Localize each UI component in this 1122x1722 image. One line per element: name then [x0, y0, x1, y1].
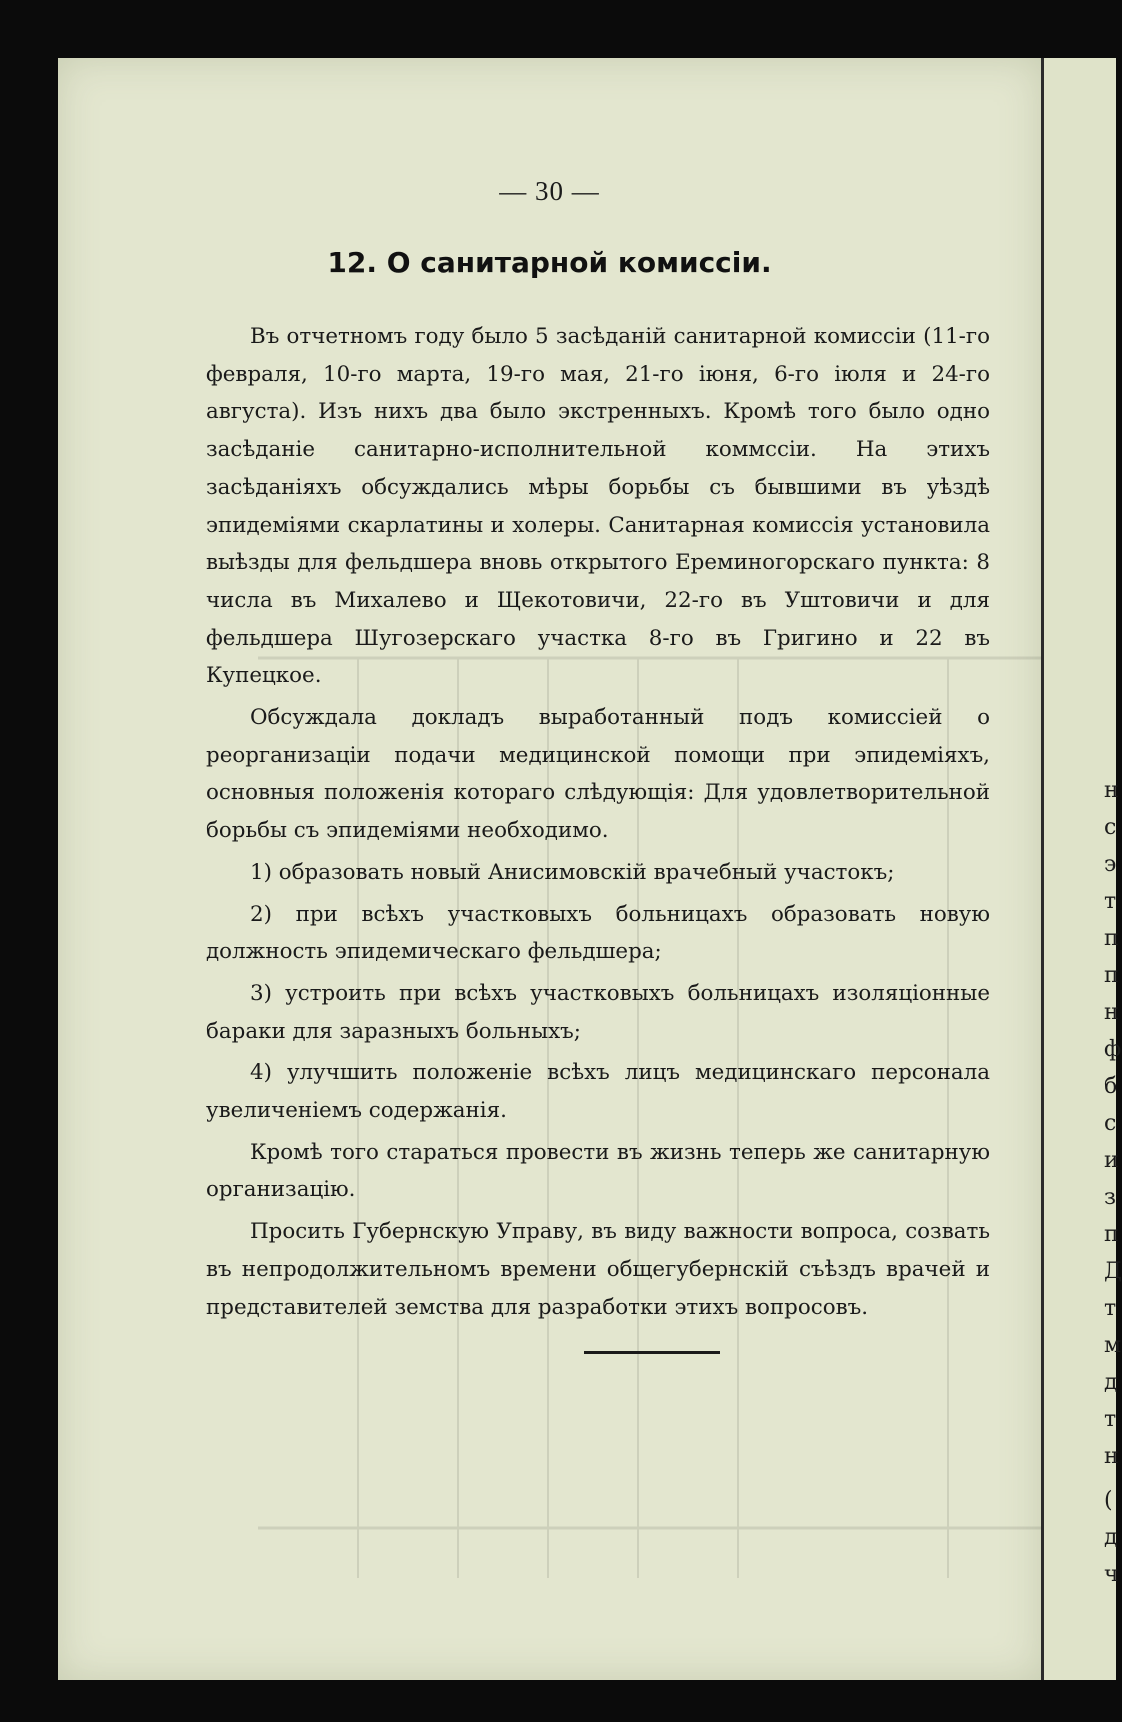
adjacent-page-letter: п	[1104, 1222, 1119, 1247]
adjacent-page-letter: м	[1104, 1333, 1122, 1358]
paragraph: Кромѣ того стараться провести въ жизнь теперь же санитарную организацію.	[206, 1139, 990, 1203]
adjacent-page-letter: с	[1104, 1111, 1117, 1136]
adjacent-page-letter: з	[1104, 1185, 1116, 1210]
adjacent-page-letter: (	[1104, 1488, 1113, 1513]
adjacent-page-letter: Д	[1104, 1259, 1122, 1284]
paragraph: Просить Губернскую Управу, въ виду важности вопроса, созвать въ непродолжительномъ времени общегубернскій съѣздъ врачей и представителей земства для разработки этихъ вопросовъ.	[206, 1219, 990, 1320]
adjacent-page-letter: б	[1104, 1074, 1118, 1099]
book-page	[58, 58, 1041, 1680]
list-item: 1) образовать новый Анисимовскій врачебный участокъ;	[250, 859, 895, 885]
adjacent-page-letter: и	[1104, 1148, 1119, 1173]
paragraph: Въ отчетномъ году было 5 засѣданій санитарной комиссіи (11-го февраля, 10-го марта, 19-го мая, 21-го іюня, 6-го іюля и 24-го августа). Изъ нихъ два было экстренныхъ. Кромѣ того было одно засѣданіе санитарно-исполнительной коммссіи. На этихъ засѣданіяхъ обсуждались мѣры борьбы съ бывшими въ уѣздѣ эпидеміями скарлатины и холеры. Санитарная комиссія установила выѣзды для фельдшера вновь открытого Ереминогорскаго пункта: 8 числа въ Михалево и Щекотовичи, 22-го въ Уштовичи и для фельдшера Шугозерскаго участка 8-го въ Григино и 22 въ Купецкое.	[206, 324, 990, 689]
section-heading: 12. О санитарной комиссіи.	[327, 246, 772, 279]
list-item: 4) улучшить положеніе всѣхъ лицъ медицинскаго персонала увеличеніемъ содержанія.	[206, 1060, 990, 1124]
adjacent-page-letter: н	[1104, 1000, 1119, 1025]
adjacent-page-letter: т	[1104, 889, 1117, 914]
adjacent-page-letter: п	[1104, 926, 1119, 951]
list-item: 2) при всѣхъ участковыхъ больницахъ образовать новую должность эпидемическаго фельдшера;	[206, 901, 990, 965]
adjacent-page-letter: д	[1104, 1525, 1118, 1550]
section-end-rule	[584, 1351, 720, 1354]
adjacent-page-letter: э	[1104, 852, 1117, 877]
adjacent-page-letter: т	[1104, 1407, 1117, 1432]
adjacent-page-letter: н	[1104, 778, 1119, 803]
adjacent-page-letter: с	[1104, 815, 1117, 840]
adjacent-page-letter: ф	[1104, 1037, 1122, 1062]
adjacent-page-letter: п	[1104, 963, 1119, 988]
adjacent-page-letter: н	[1104, 1444, 1119, 1469]
page-number: — 30 —	[499, 176, 600, 206]
adjacent-page-letter: т	[1104, 1296, 1117, 1321]
adjacent-page-letter: д	[1104, 1370, 1118, 1395]
adjacent-page-letter: ч	[1104, 1562, 1119, 1587]
adjacent-page-edge	[1041, 58, 1122, 1680]
body-text	[206, 318, 990, 1330]
paragraph: Обсуждала докладъ выработанный подъ комиссіей о реорганизаціи подачи медицинской помощи при эпидеміяхъ, основныя положенія котораго слѣдующія: Для удовлетворительной борьбы съ эпидеміями необходимо.	[206, 705, 990, 844]
list-item: 3) устроить при всѣхъ участковыхъ больницахъ изоляціонные бараки для заразныхъ больныхъ;	[206, 980, 990, 1044]
